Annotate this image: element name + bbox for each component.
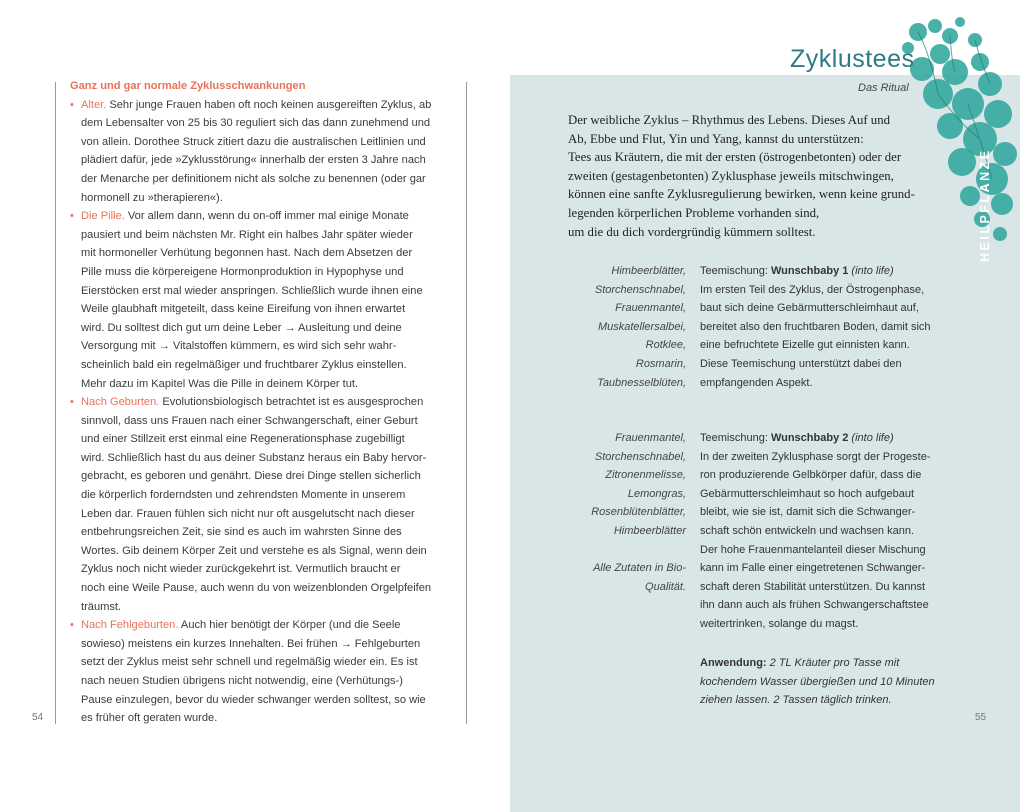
text-line: Pause einzulegen, bevor du wieder schwanger werden solltest, so wie bbox=[81, 693, 426, 706]
list-item-geburten bbox=[70, 393, 455, 616]
bullet-icon: • bbox=[70, 210, 74, 223]
text-line: und einer Stillzeit erst einmal eine Regenerationsphase zugebilligt bbox=[81, 433, 405, 446]
recipe-name: Wunschbaby 2 bbox=[770, 432, 849, 444]
herb-item: Storchenschnabel, bbox=[594, 283, 686, 296]
list-item-fehlgeburten bbox=[70, 616, 455, 728]
side-category-label: HEILPFLANZE bbox=[978, 148, 992, 262]
text-line: hormonell zu »therapieren«). bbox=[81, 191, 223, 204]
text-line: Zyklus noch nicht wieder zurückgekehrt ist. Vermutlich braucht er bbox=[81, 563, 401, 576]
herb-item: Rotklee, bbox=[645, 339, 686, 352]
recipe-line: kann im Falle einer eingetretenen Schwanger- bbox=[700, 562, 926, 575]
list-item-label: Nach Geburten. bbox=[81, 396, 160, 409]
text-line: Vor allem dann, wenn du on-off immer mal einige Monate bbox=[124, 210, 409, 223]
text-line: setzt der Zyklus meist sehr schnell und regelmäßig wieder ein. Es ist bbox=[81, 656, 418, 669]
left-outer-rule bbox=[466, 82, 467, 724]
usage-line: kochendem Wasser übergießen und 10 Minuten bbox=[700, 675, 935, 688]
text-line: es früher oft geraten wurde. bbox=[81, 712, 218, 725]
recipe-line: bleibt, wie sie ist, damit sich die Schwanger- bbox=[700, 506, 916, 519]
text-line: Auch hier benötigt der Körper (und die Seele bbox=[178, 619, 401, 632]
text-line: die körperlich forderndsten und zehrendsten Momente in unserem bbox=[81, 489, 406, 502]
text-line: sinnvoll, dass uns Frauen nach einer Schwangerschaft, einer Geburt bbox=[81, 414, 418, 427]
text-line: noch eine Weile Pause, auch wenn du von weizenblonden Orgelpfeifen bbox=[81, 582, 432, 595]
herb-item: Himbeerblätter bbox=[613, 524, 686, 537]
page-title: Zyklustees bbox=[790, 45, 915, 73]
text-line: Sehr junge Frauen haben oft noch keinen ausgereiften Zyklus, ab bbox=[106, 98, 432, 111]
list-item-alter bbox=[70, 96, 455, 208]
text-line: plädiert dafür, jede »Zyklusstörung« innerhalb der ersten 3 Jahre nach bbox=[81, 154, 426, 167]
recipe-line: bereitet also den fruchtbaren Boden, damit sich bbox=[700, 320, 931, 333]
herb-list-1 bbox=[556, 262, 686, 392]
intro-line: um die du dich vordergründig kümmern solltest. bbox=[568, 224, 816, 239]
page-number-left: 54 bbox=[32, 712, 44, 723]
intro-paragraph bbox=[568, 111, 938, 241]
section-heading: Ganz und gar normale Zyklusschwankungen bbox=[70, 80, 306, 92]
text-line: Wortes. Gib deinem Körper Zeit und verstehe es als Signal, wenn dein bbox=[81, 544, 427, 557]
usage-line: ziehen lassen. 2 Tassen täglich trinken. bbox=[700, 694, 892, 707]
text-line: Pille muss die körpereigene Hormonproduktion in Hypophyse und bbox=[81, 265, 404, 278]
text-line: nach neuen Studien übrigens nicht notwendig, eine (Verhütungs-) bbox=[81, 675, 403, 687]
text-line: mit hormoneller Verhütung begonnen hast. Nach dem Absetzen der bbox=[81, 247, 413, 260]
list-item-label: Nach Fehlgeburten. bbox=[81, 619, 179, 632]
herb-item: Zitronenmelisse, bbox=[605, 469, 686, 482]
page-subtitle: Das Ritual bbox=[858, 82, 909, 94]
text-line: scheinlich bald ein regelmäßiger und fruchtbarer Zyklus einstellen. bbox=[81, 358, 407, 371]
left-inner-rule bbox=[55, 82, 56, 724]
usage-label: Anwendung: bbox=[700, 657, 767, 669]
recipe-line: weitertrinken, solange du magst. bbox=[700, 617, 859, 630]
herb-item: Alle Zutaten in Bio- bbox=[593, 562, 686, 575]
text-line: von allein. Dorothee Struck zitiert dazu die australischen Leitlinien und bbox=[81, 135, 426, 148]
text-line: Eierstöcken erst mal wieder anspringen. Schließlich wurde ihnen eine bbox=[81, 284, 423, 297]
intro-line: legenden körperlichen Probleme vorhanden sind, bbox=[568, 205, 820, 220]
recipe-line: Gebärmutterschleimhaut so hoch aufgebaut bbox=[700, 487, 915, 500]
intro-line: zweiten (gestagenbetonten) Zyklusphase jeweils mitschwingen, bbox=[568, 168, 894, 183]
text-line: Leben dar. Frauen fühlen sich nicht nur oft ausgelutscht nach dieser bbox=[81, 507, 415, 520]
recipe-wunschbaby-2 bbox=[700, 429, 955, 634]
herb-item: Frauenmantel, bbox=[615, 302, 686, 315]
herb-item: Rosmarin, bbox=[635, 357, 686, 370]
recipe-line: Diese Teemischung unterstützt dabei den bbox=[700, 357, 902, 370]
list-item-label: Die Pille. bbox=[81, 210, 125, 223]
recipe-suffix: (into life) bbox=[848, 265, 894, 277]
intro-line: können eine sanfte Zyklusregulierung bewirken, wenn keine grund- bbox=[568, 187, 915, 202]
usage-line: 2 TL Kräuter pro Tasse mit bbox=[766, 657, 900, 669]
recipe-prefix: Teemischung: bbox=[700, 432, 771, 444]
recipe-prefix: Teemischung: bbox=[700, 265, 771, 277]
text-line: Versorgung mit → Vitalstoffen kümmern, es wird sich sehr wahr- bbox=[81, 340, 397, 353]
herb-item: Rosenblütenblätter, bbox=[591, 506, 686, 519]
recipe-line: Der hohe Frauenmantelanteil dieser Mischung bbox=[700, 543, 926, 556]
text-line: träumst. bbox=[81, 600, 122, 613]
recipe-name: Wunschbaby 1 bbox=[770, 265, 849, 277]
recipe-line: empfangenden Aspekt. bbox=[700, 376, 813, 389]
left-body-text bbox=[70, 77, 455, 728]
text-line: pausiert und beim nächsten Mr. Right ein halbes Jahr später wieder bbox=[81, 228, 413, 241]
bullet-icon: • bbox=[70, 619, 74, 632]
text-line: entbehrungsreichen Zeit, sie sind es auch im wahrsten Sinne des bbox=[81, 526, 402, 539]
herb-item bbox=[556, 541, 686, 560]
herb-list-2 bbox=[556, 429, 686, 596]
bullet-icon: • bbox=[70, 396, 74, 409]
herb-item: Himbeerblätter, bbox=[611, 265, 686, 277]
recipe-line: ron produzierende Gelbkörper dafür, dass die bbox=[700, 469, 922, 482]
recipe-line: In der zweiten Zyklusphase sorgt der Progeste- bbox=[700, 450, 931, 463]
recipe-line: Im ersten Teil des Zyklus, der Östrogenphase, bbox=[700, 283, 925, 296]
bullet-icon: • bbox=[70, 98, 74, 111]
recipe-line: eine befruchtete Eizelle gut einnisten kann. bbox=[700, 339, 910, 352]
intro-line: Der weibliche Zyklus – Rhythmus des Lebens. Dieses Auf und bbox=[568, 113, 891, 127]
text-line: sowieso) meistens ein kurzes Innehalten. Bei frühen → Fehlgeburten bbox=[81, 637, 421, 650]
text-line: Mehr dazu im Kapitel Was die Pille in deinem Körper tut. bbox=[81, 377, 359, 390]
text-line: wird. Schließlich hast du aus deiner Substanz heraus ein Baby hervor- bbox=[81, 451, 427, 464]
intro-line: Tees aus Kräutern, die mit der ersten (östrogenbetonten) oder der bbox=[568, 150, 902, 165]
herb-item: Frauenmantel, bbox=[615, 432, 686, 444]
list-item-label: Alter. bbox=[81, 98, 107, 111]
recipe-suffix: (into life) bbox=[848, 432, 894, 444]
recipe-line: schaft schön entwickeln und wachsen kann. bbox=[700, 524, 915, 537]
recipe-line: baut sich deine Gebärmutterschleimhaut auf, bbox=[700, 302, 919, 315]
herb-item: Muskatellersalbei, bbox=[597, 320, 686, 333]
herb-item: Qualität. bbox=[645, 580, 686, 593]
herb-item: Storchenschnabel, bbox=[594, 450, 686, 463]
list-item-pille bbox=[70, 207, 455, 393]
herb-item: Lemongras, bbox=[627, 487, 686, 500]
text-line: wird. Du solltest dich gut um deine Leber → Ausleitung und deine bbox=[81, 321, 402, 334]
recipe-line: ihn dann auch als frühen Schwangerschaftstee bbox=[700, 599, 929, 612]
usage-instructions bbox=[700, 654, 955, 710]
recipe-wunschbaby-1 bbox=[700, 262, 955, 392]
text-line: der Menarche per definitionem nicht als solche zu benennen (oder gar bbox=[81, 172, 426, 185]
recipe-line: schaft deren Stabilität unterstützen. Du kannst bbox=[700, 580, 926, 593]
text-line: gebracht, es geboren und genährt. Diese drei Dinge stellen sicherlich bbox=[81, 470, 421, 483]
herb-item: Taubnesselblüten, bbox=[597, 376, 686, 389]
text-line: Evolutionsbiologisch betrachtet ist es ausgesprochen bbox=[159, 396, 424, 409]
intro-line: Ab, Ebbe und Flut, Yin und Yang, kannst du unterstützen: bbox=[568, 131, 864, 146]
page-number-right: 55 bbox=[975, 712, 987, 723]
text-line: dem Lebensalter von 25 bis 30 reguliert sich das dann zunehmend und bbox=[81, 117, 431, 130]
text-line: Weile glaubhaft mitgeteilt, dass keine Eireifung von ihnen erwartet bbox=[81, 303, 406, 316]
